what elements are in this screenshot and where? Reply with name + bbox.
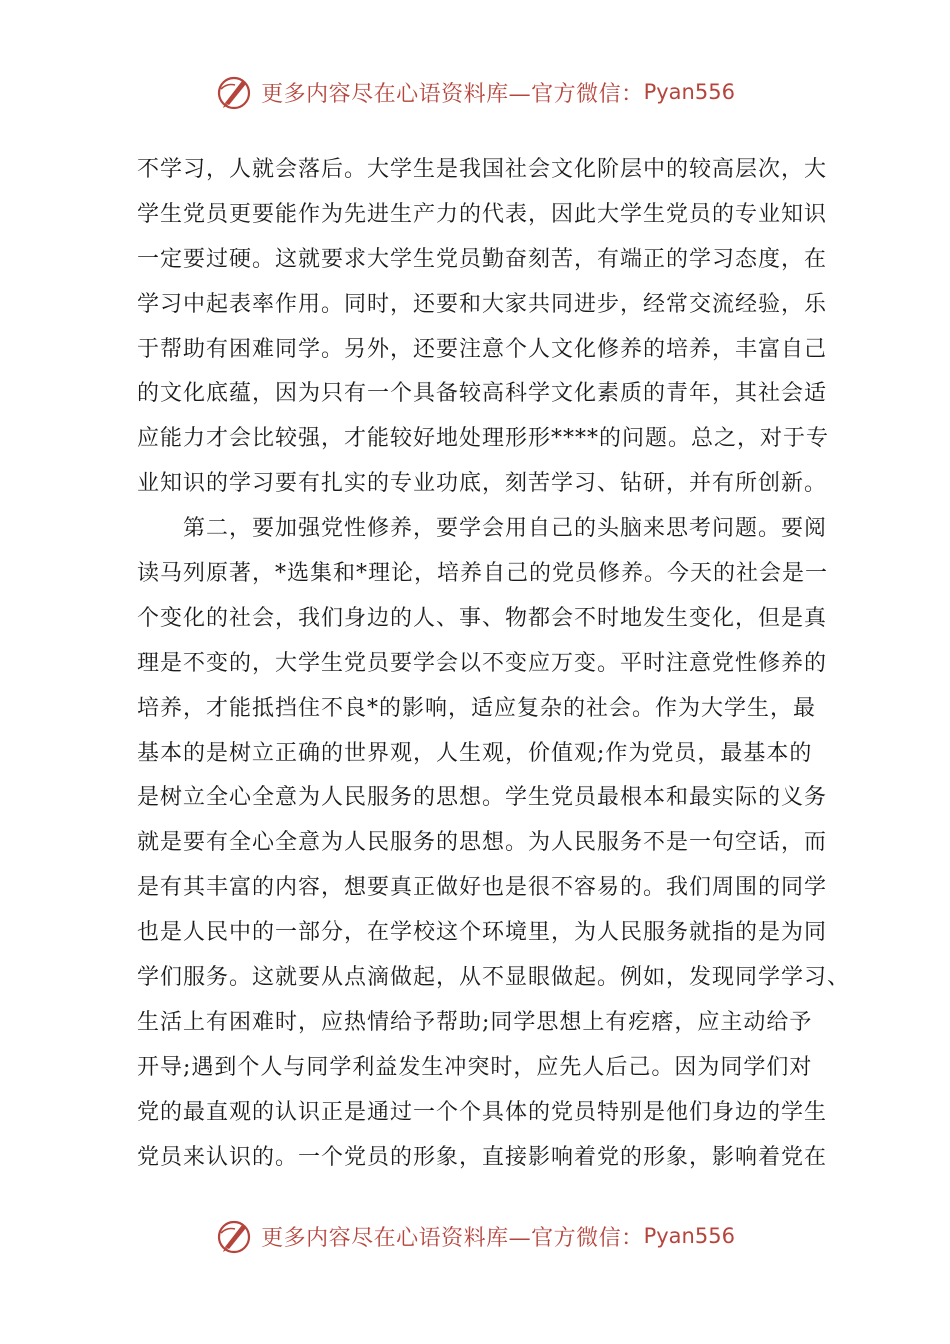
pen-logo-icon bbox=[215, 72, 255, 112]
text-line: 党员来认识的。一个党员的形象，直接影响着党的形象，影响着党在 bbox=[137, 1144, 828, 1170]
text-line: 业知识的学习要有扎实的专业功底，刻苦学习、钻研，并有所创新。 bbox=[137, 471, 828, 497]
text-line: 的文化底蕴，因为只有一个具备较高科学文化素质的青年，其社会适 bbox=[137, 381, 828, 407]
header-wechat-id: Pyan556 bbox=[643, 80, 735, 104]
text-line: 一定要过硬。这就要求大学生党员勤奋刻苦，有端正的学习态度，在 bbox=[137, 246, 828, 272]
text-line: 读马列原著，*选集和*理论，培养自己的党员修养。今天的社会是一 bbox=[137, 561, 829, 587]
text-line: 开导;遇到个人与同学利益发生冲突时，应先人后己。因为同学们对 bbox=[137, 1054, 813, 1080]
document-body bbox=[137, 148, 851, 1180]
text-line: 不学习，人就会落后。大学生是我国社会文化阶层中的较高层次，大 bbox=[137, 157, 828, 182]
text-line: 个变化的社会，我们身边的人、事、物都会不时地发生变化，但是真 bbox=[137, 605, 828, 631]
text-line: 也是人民中的一部分，在学校这个环境里，为人民服务就指的是为同 bbox=[137, 920, 828, 946]
footer-wechat-id: Pyan556 bbox=[643, 1224, 735, 1248]
text-line: 党的最直观的认识正是通过一个个具体的党员特别是他们身边的学生 bbox=[137, 1099, 828, 1125]
text-line: 基本的是树立正确的世界观，人生观，价值观;作为党员，最基本的 bbox=[137, 740, 813, 766]
text-line: 学们服务。这就要从点滴做起，从不显眼做起。例如，发现同学学习、 bbox=[137, 965, 851, 991]
text-line: 学生党员更要能作为先进生产力的代表，因此大学生党员的专业知识 bbox=[137, 201, 828, 227]
text-line: 理是不变的，大学生党员要学会以不变应万变。平时注意党性修养的 bbox=[137, 650, 828, 676]
footer-banner bbox=[0, 1212, 950, 1260]
text-line: 培养，才能抵挡住不良*的影响，适应复杂的社会。作为大学生，最 bbox=[137, 695, 817, 721]
footer-banner-text: 更多内容尽在心语资料库—官方微信： bbox=[261, 1225, 644, 1251]
paragraph-start-line: 第二，要加强党性修养，要学会用自己的头脑来思考问题。要阅 bbox=[183, 516, 828, 542]
text-line: 于帮助有困难同学。另外，还要注意个人文化修养的培养，丰富自己 bbox=[137, 336, 828, 362]
pen-logo-icon bbox=[215, 1216, 255, 1256]
text-line: 是树立全心全意为人民服务的思想。学生党员最根本和最实际的义务 bbox=[137, 785, 828, 811]
header-banner-text: 更多内容尽在心语资料库—官方微信： bbox=[261, 81, 644, 107]
text-line: 学习中起表率作用。同时，还要和大家共同进步，经常交流经验，乐 bbox=[137, 291, 828, 317]
header-banner bbox=[0, 68, 950, 116]
text-line: 生活上有困难时，应热情给予帮助;同学思想上有疙瘩，应主动给予 bbox=[137, 1009, 813, 1035]
text-line: 是有其丰富的内容，想要真正做好也是很不容易的。我们周围的同学 bbox=[137, 875, 828, 901]
text-line: 应能力才会比较强，才能较好地处理形形****的问题。总之，对于专 bbox=[137, 426, 830, 452]
text-line: 就是要有全心全意为人民服务的思想。为人民服务不是一句空话，而 bbox=[137, 830, 828, 856]
